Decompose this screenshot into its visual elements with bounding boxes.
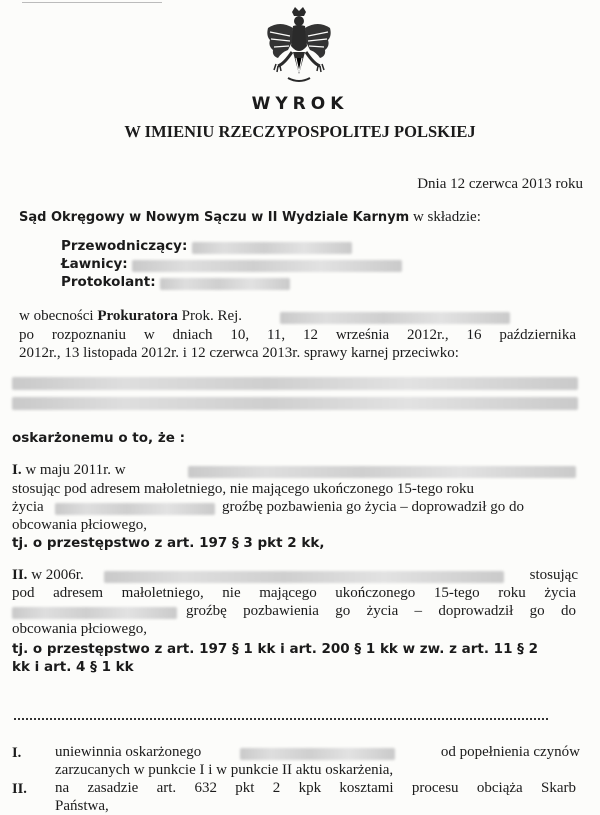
charge-1-line-3-prefix: życia	[12, 499, 44, 515]
court-line	[19, 209, 481, 226]
document-title: WYROK	[251, 94, 349, 114]
prosecutor-prefix: w obecności	[19, 308, 94, 324]
charge-2-line-1	[12, 567, 84, 584]
verdict-1-line-2: zarzucanych w punkcie I i w punkcie II aktu oskarżenia,	[55, 762, 394, 778]
top-cutoff-mark	[22, 0, 162, 3]
eagle-emblem-icon	[262, 6, 336, 88]
charge-1-line-3	[12, 499, 44, 516]
charge-1-line-1	[12, 462, 126, 479]
redacted-verdict-1-name	[240, 748, 395, 760]
hearing-line-1: po rozpoznaniu w dniach 10, 11, 12 września 2012r., 16 października	[19, 327, 576, 343]
charge-2-qualification-1: tj. o przestępstwo z art. 197 § 1 kk i art. 200 § 1 kk w zw. z art. 11 § 2	[12, 641, 539, 657]
jurors-label: Ławnicy:	[61, 256, 128, 272]
redacted-prosecutor	[280, 312, 510, 324]
charge-1-line-4: obcowania płciowego,	[12, 517, 147, 533]
chair-label: Przewodniczący:	[61, 238, 188, 254]
charge-2-line-2: pod adresem małoletniego, nie mającego ukończonego 15-tego roku życia	[12, 585, 576, 601]
charge-2-text-1: w 2006r.	[31, 567, 84, 583]
verdict-1-line-1-prefix: uniewinnia oskarżonego	[55, 744, 202, 760]
charge-1-number: I.	[12, 462, 22, 478]
redacted-charge-1-victim	[55, 503, 215, 515]
document-subtitle: W IMIENIU RZECZYPOSPOLITEJ POLSKIEJ	[124, 122, 476, 141]
charge-2-qualification-2: kk i art. 4 § 1 kk	[12, 659, 134, 675]
charge-2-number: II.	[12, 567, 28, 583]
clerk-label: Protokolant:	[61, 274, 156, 290]
charge-1-line-2: stosując pod adresem małoletniego, nie mającego ukończonego 15-tego roku	[12, 481, 474, 497]
prosecutor-line	[19, 308, 242, 325]
verdict-1-number: I.	[12, 745, 22, 761]
court-suffix: w składzie:	[412, 209, 481, 225]
charge-2-line-1-suffix: stosując	[529, 567, 578, 583]
verdict-1-line-1-suffix: od popełnienia czynów	[440, 744, 580, 760]
dotted-separator	[14, 718, 548, 720]
redacted-jurors	[132, 260, 402, 272]
verdict-date: Dnia 12 czerwca 2013 roku	[417, 176, 583, 192]
redacted-clerk	[160, 278, 290, 290]
redacted-charge-1-place	[188, 466, 576, 478]
charge-1-text-1: w maju 2011r. w	[25, 462, 126, 478]
redacted-accused-2	[12, 397, 578, 410]
verdict-2-line-2: Państwa,	[55, 798, 109, 814]
verdict-2-number: II.	[12, 781, 27, 797]
redacted-accused-1	[12, 377, 578, 390]
redacted-charge-2-place	[104, 571, 504, 583]
charge-2-line-4: obcowania płciowego,	[12, 621, 147, 637]
prosecutor-suffix: Prok. Rej.	[181, 308, 243, 324]
charge-2-line-3: groźbę pozbawienia go życia – doprowadził go do	[186, 603, 576, 619]
charge-1-line-3-suffix: groźbę pozbawienia go życia – doprowadził go do	[222, 499, 524, 515]
hearing-line-2: 2012r., 13 listopada 2012r. i 12 czerwca 2013r. sprawy karnej przeciwko:	[19, 345, 459, 361]
prosecutor-bold: Prokuratora	[97, 308, 178, 324]
verdict-2-line-1: na zasadzie art. 632 pkt 2 kpk kosztami procesu obciąża Skarb	[55, 780, 576, 796]
court-name: Sąd Okręgowy w Nowym Sączu w II Wydziale Karnym	[19, 210, 410, 225]
charge-1-qualification: tj. o przestępstwo z art. 197 § 3 pkt 2 kk,	[12, 535, 325, 551]
redacted-charge-2-victim	[12, 607, 177, 619]
redacted-chair	[192, 242, 352, 254]
accused-heading: oskarżonemu o to, że :	[12, 430, 185, 446]
